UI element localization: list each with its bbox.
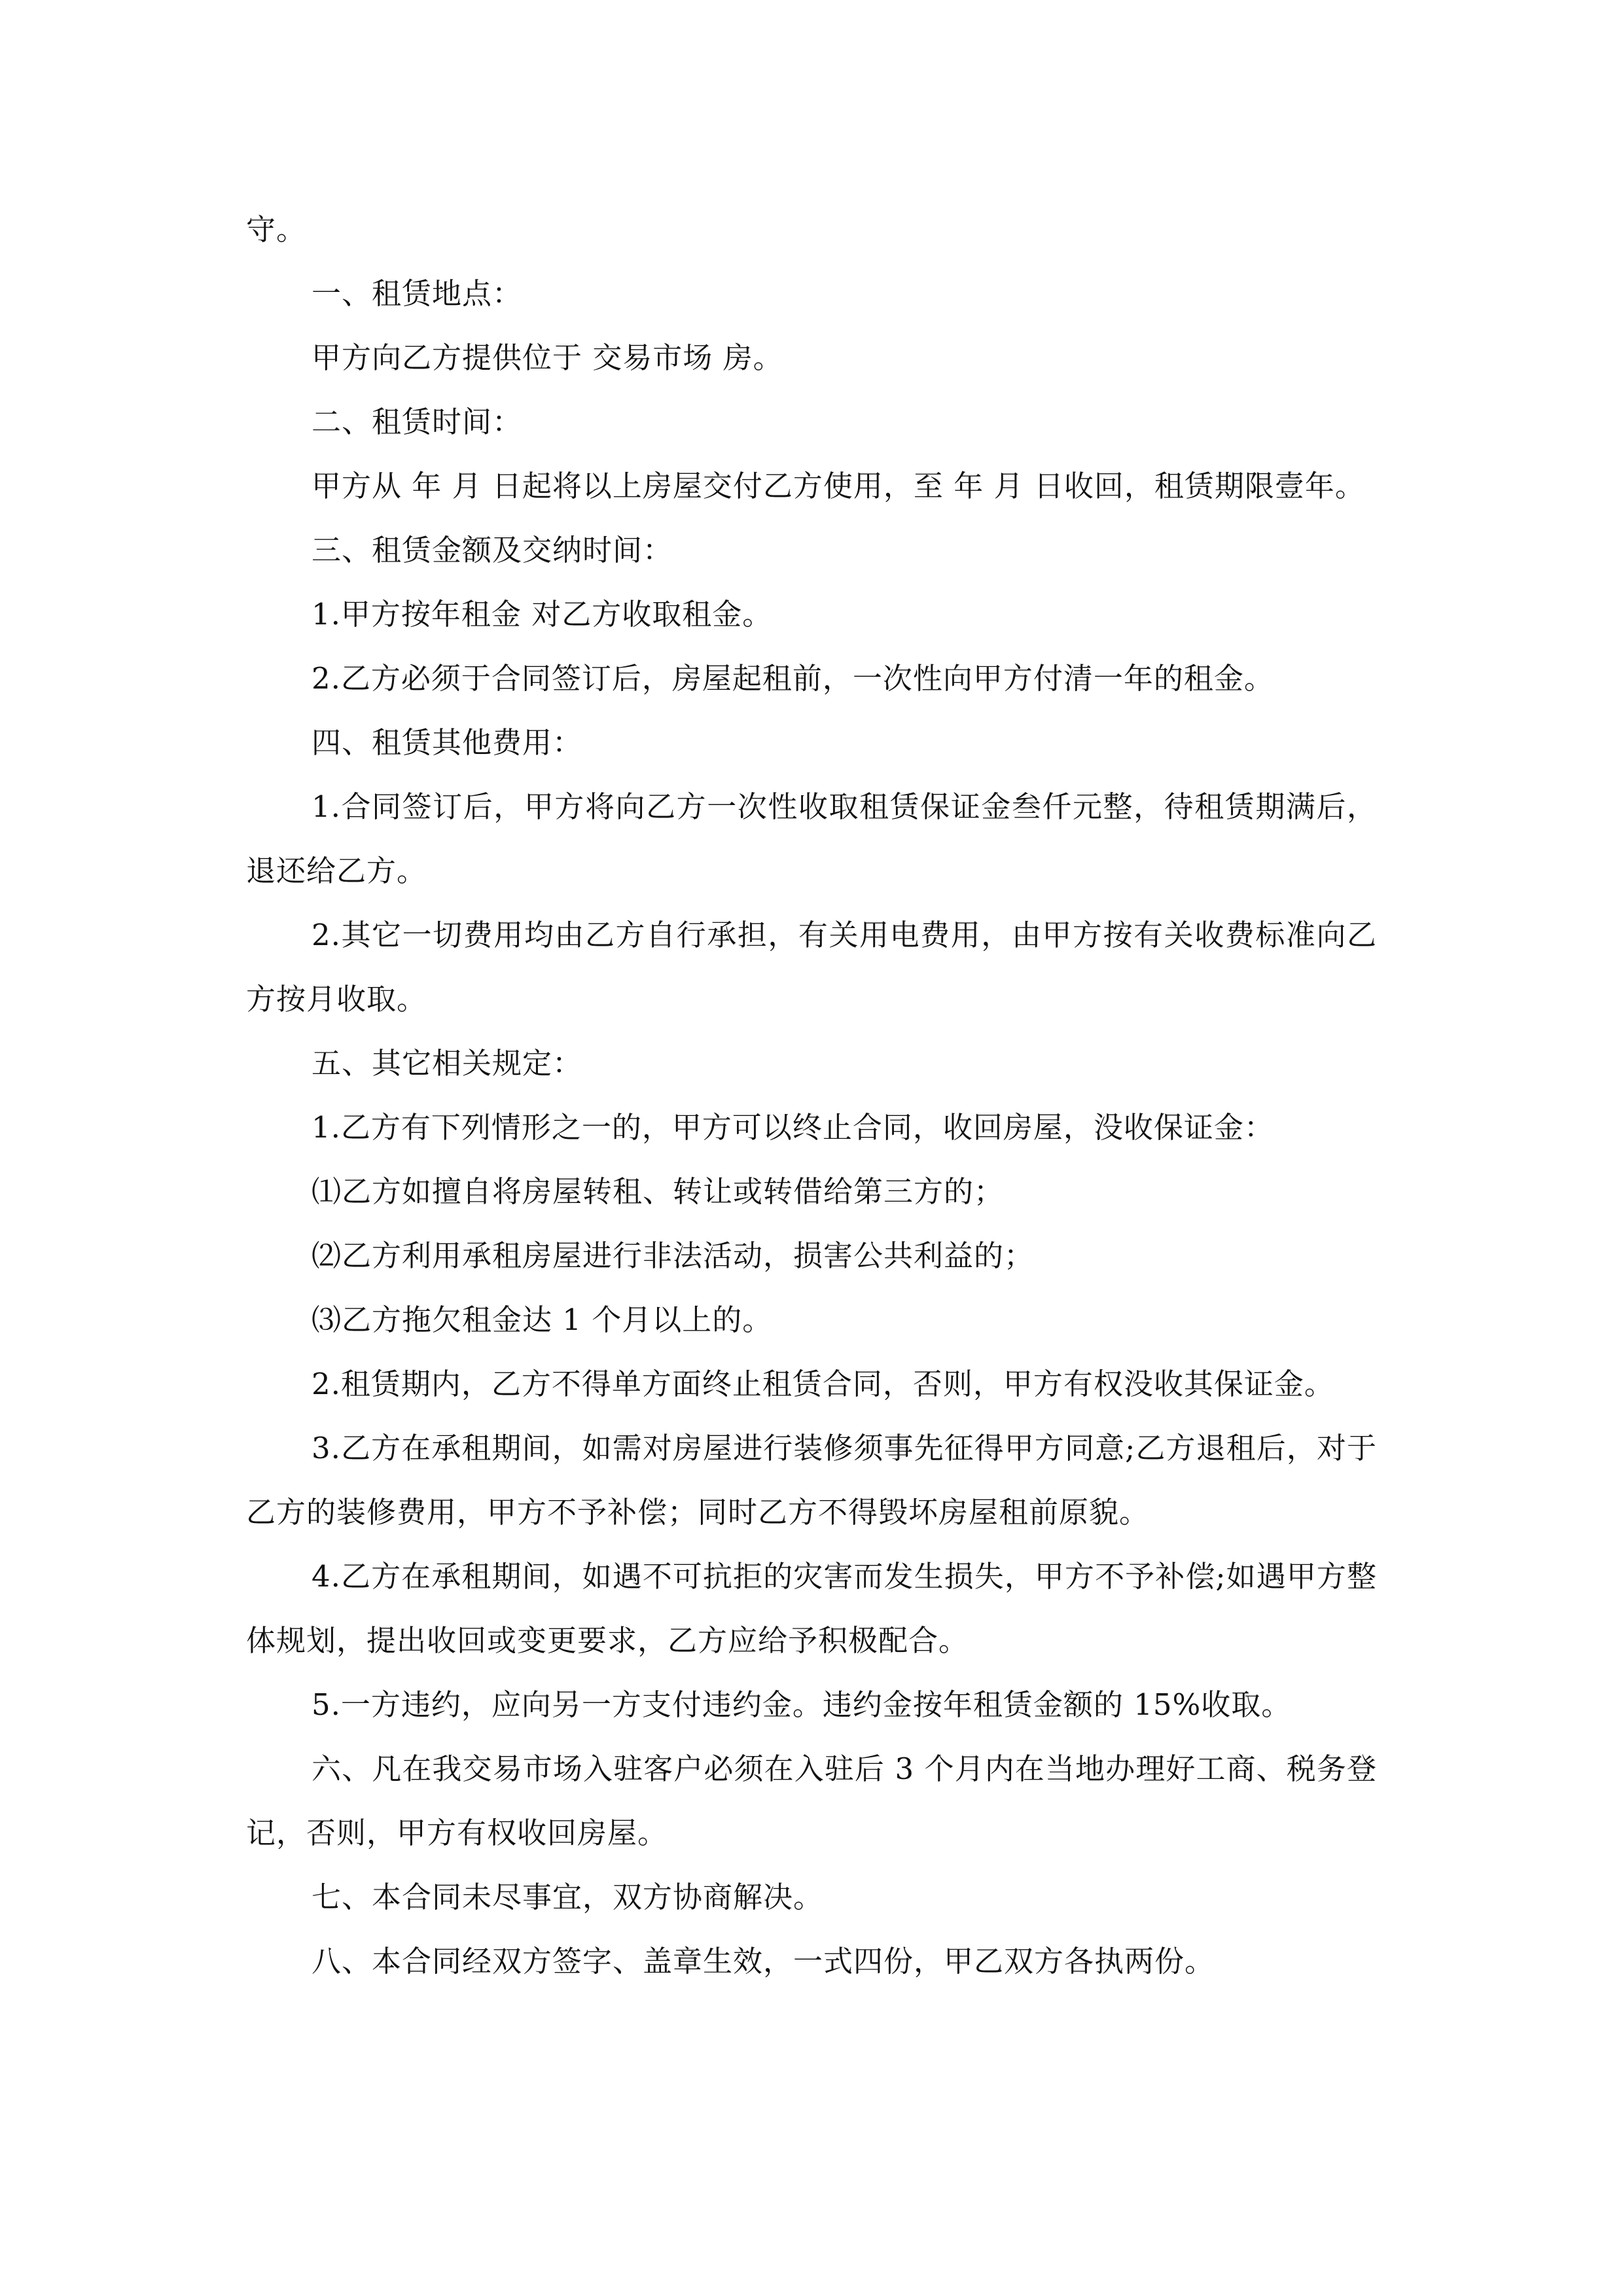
- section-registration: 六、凡在我交易市场入驻客户必须在入驻后 3 个月内在当地办理好工商、税务登记，否则，甲方有权收回房屋。: [246, 1751, 1377, 1850]
- section-heading-location: 一、租赁地点：: [312, 276, 523, 311]
- section-effectiveness: 八、本合同经双方签字、盖章生效，一式四份，甲乙双方各执两份。: [312, 1944, 1215, 1979]
- paragraph: 5.一方违约，应向另一方支付违约金。违约金按年租赁金额的 15%收取。: [312, 1687, 1292, 1722]
- list-item: ⑴乙方如擅自将房屋转租、转让或转借给第三方的；: [312, 1174, 1005, 1209]
- paragraph: 1.乙方有下列情形之一的，甲方可以终止合同，收回房屋，没收保证金：: [312, 1110, 1274, 1145]
- paragraph: 1.合同签订后，甲方将向乙方一次性收取租赁保证金叁仟元整，待租赁期满后，退还给乙方。: [246, 789, 1377, 888]
- section-heading-term: 二、租赁时间：: [312, 404, 523, 439]
- paragraph-continuation: 守。: [246, 212, 307, 247]
- paragraph: 3.乙方在承租期间，如需对房屋进行装修须事先征得甲方同意;乙方退租后，对于乙方的装修费用，甲方不予补偿；同时乙方不得毁坏房屋租前原貌。: [246, 1431, 1377, 1530]
- section-heading-rent: 三、租赁金额及交纳时间：: [312, 533, 673, 567]
- paragraph: 4.乙方在承租期间，如遇不可抗拒的灾害而发生损失，甲方不予补偿;如遇甲方整体规划，提出收回或变更要求，乙方应给予积极配合。: [246, 1559, 1377, 1658]
- list-item: ⑵乙方利用承租房屋进行非法活动，损害公共利益的；: [312, 1238, 1035, 1273]
- paragraph: 2.其它一切费用均由乙方自行承担，有关用电费用，由甲方按有关收费标准向乙方按月收取。: [246, 918, 1377, 1016]
- section-heading-rules: 五、其它相关规定：: [312, 1046, 583, 1081]
- section-heading-fees: 四、租赁其他费用：: [312, 725, 583, 760]
- list-item: ⑶乙方拖欠租金达 1 个月以上的。: [312, 1302, 773, 1337]
- paragraph: 2.乙方必须于合同签订后，房屋起租前，一次性向甲方付清一年的租金。: [312, 661, 1274, 696]
- paragraph: 1.甲方按年租金 对乙方收取租金。: [312, 597, 773, 632]
- paragraph: 甲方向乙方提供位于 交易市场 房。: [312, 340, 783, 375]
- section-other-matters: 七、本合同未尽事宜，双方协商解决。: [312, 1880, 824, 1914]
- paragraph: 2.租赁期内，乙方不得单方面终止租赁合同，否则，甲方有权没收其保证金。: [312, 1367, 1334, 1401]
- contract-body: [246, 198, 1377, 1994]
- paragraph: 甲方从 年 月 日起将以上房屋交付乙方使用，至 年 月 日收回，租赁期限壹年。: [312, 469, 1365, 503]
